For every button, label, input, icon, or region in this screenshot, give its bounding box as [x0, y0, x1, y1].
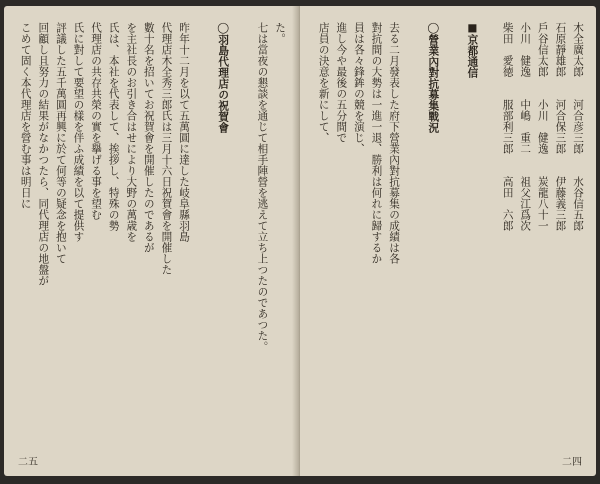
- right-page-line: 去る二月發表した府下營業內對抗募集の成績は各: [388, 22, 401, 264]
- right-page-line: [445, 22, 463, 444]
- left-page-line: を主社長のお引き合はせにより大野の萬歳を: [125, 22, 138, 242]
- left-page-line: [192, 22, 210, 444]
- right-page-text: [310, 22, 586, 444]
- right-page-number: 二四: [562, 457, 582, 468]
- name-list-line: 柴田 愛徳 服部利三郎 高田 六郎: [501, 22, 514, 231]
- left-page-text: [16, 22, 288, 444]
- name-list-line: 石原靜雄郎 河合保三郎 伊藤義三郎: [554, 22, 567, 231]
- right-page-heading: ◯營業內對抗募集戰況: [427, 22, 440, 134]
- left-page-line: 氏は、本社を代表して、挨拶し、特殊の勢: [107, 22, 120, 231]
- left-page: [4, 6, 298, 476]
- left-page-line: 評議した五千萬圓再興に於て何等の疑念を抱いて: [54, 22, 67, 264]
- left-page-number: 二五: [18, 457, 38, 468]
- left-page-line: 昨年十二月を以て五萬圓に達した岐阜縣羽島: [178, 22, 191, 242]
- left-page-line: [235, 22, 253, 444]
- left-page-line: 氏に對して要望の樣を伴ふ成績を以て提供す: [72, 22, 85, 242]
- left-page-heading: ◯羽島代理店の祝賀會: [217, 22, 230, 134]
- right-page-line: 進し今や最後の五分間で: [335, 22, 348, 143]
- left-page-line: 七は當夜の懇談を通じて相手陣營を逃えて立ち上つたのであつた。: [256, 22, 269, 352]
- right-page-line: [480, 22, 498, 444]
- right-page: [300, 6, 596, 476]
- name-list-line: 戶谷信太郎 小川 健逸 炭龍八十一: [536, 22, 549, 231]
- name-list-line: 木全廣太郎 河合彦三郎 水谷信五郎: [572, 22, 584, 231]
- right-page-line: 對抗間の大勢は一進一退、勝利は何れに歸するか: [370, 22, 383, 264]
- name-list-line: 小川 健逸 中嶋 重二 祖父江爲次: [519, 22, 532, 231]
- right-page-line: 員は各々鋒鉾の競を演じ、: [352, 22, 365, 154]
- left-page-line: た。: [274, 22, 286, 44]
- left-page-line: 數十名を招いてお祝賀會を開催したのであるが: [142, 22, 155, 253]
- left-page-line: 回顧し且努力の結果がなかつたら、同代理店の地盤が: [37, 22, 50, 286]
- left-page-line: 代理店木全秀三郎氏は三月十六日祝賀會を開催した: [160, 22, 173, 275]
- right-page-line: 店員の決意を新にして、: [317, 22, 330, 143]
- right-page-heading: ■京都通信: [466, 22, 479, 79]
- right-page-line: [402, 22, 420, 444]
- left-page-line: こめて固く本代理店を營む事は明日に: [19, 22, 32, 209]
- left-page-line: 代理店の共存共榮の實を擧げる事を望む: [90, 22, 103, 220]
